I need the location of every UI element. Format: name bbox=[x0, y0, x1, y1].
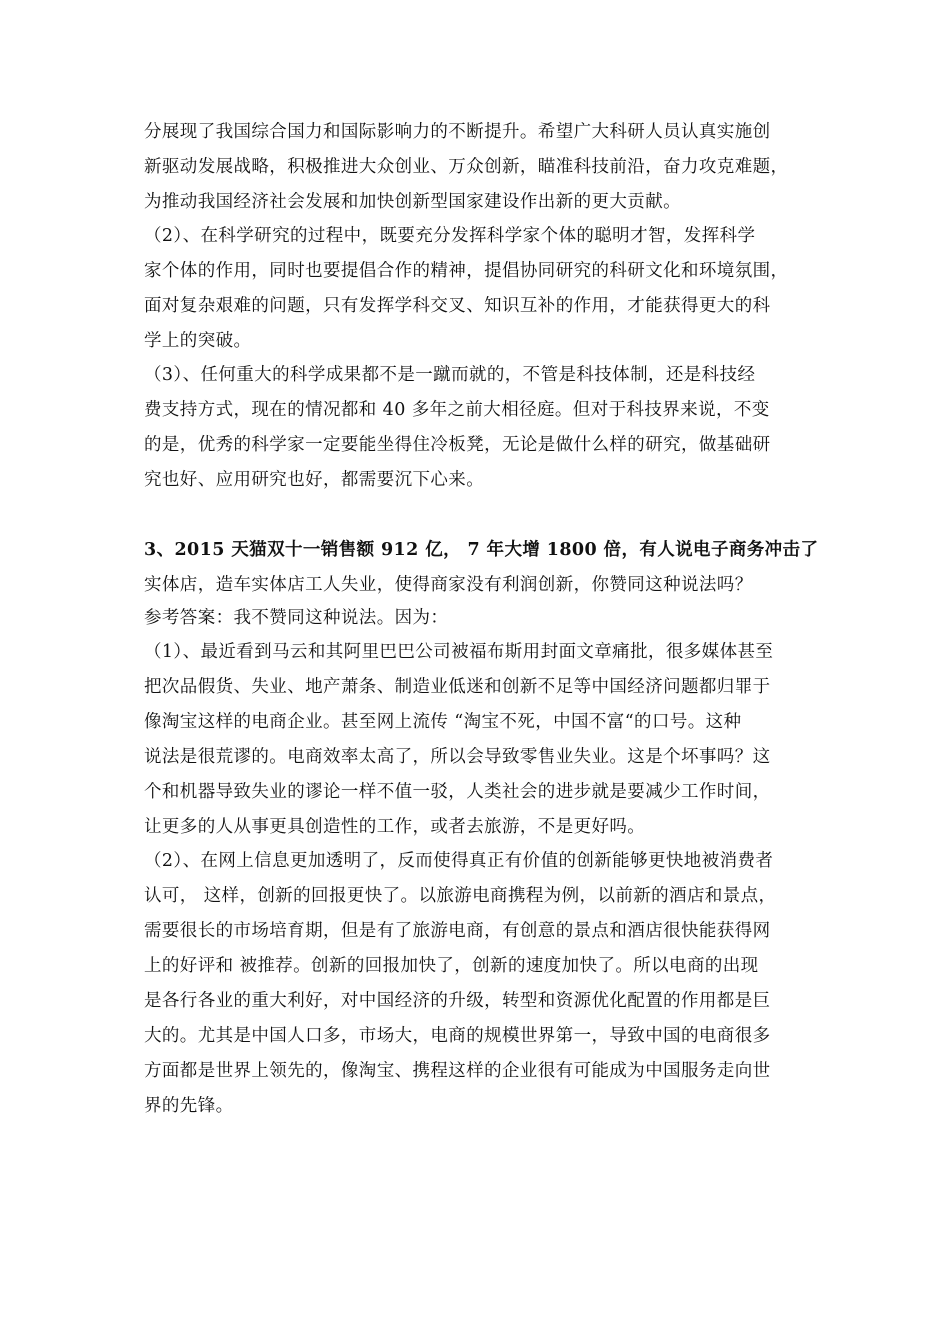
text-line: （1）、最近看到马云和其阿里巴巴公司被福布斯用封面文章痛批，很多媒体甚至 bbox=[144, 642, 774, 662]
text-line: （2）、在科学研究的过程中，既要充分发挥科学家个体的聪明才智，发挥科学 bbox=[144, 226, 756, 246]
text-line: 的是，优秀的科学家一定要能坐得住冷板凳，无论是做什么样的研究，做基础研 bbox=[144, 435, 771, 455]
text-line: 说法是很荒谬的。电商效率太高了，所以会导致零售业失业。这是个坏事吗？这 bbox=[144, 747, 771, 767]
text-line: 费支持方式，现在的情况都和 40 多年之前大相径庭。但对于科技界来说，不变 bbox=[144, 400, 770, 420]
text-line: 为推动我国经济社会发展和加快创新型国家建设作出新的更大贡献。 bbox=[144, 192, 681, 212]
text-line: 方面都是世界上领先的，像淘宝、携程这样的企业很有可能成为中国服务走向世 bbox=[144, 1061, 771, 1081]
text-line: 大的。尤其是中国人口多，市场大，电商的规模世界第一，导致中国的电商很多 bbox=[144, 1026, 771, 1046]
text-line: 界的先锋。 bbox=[144, 1096, 234, 1116]
text-line: 个和机器导致失业的谬论一样不值一驳，人类社会的进步就是要减少工作时间， bbox=[144, 782, 771, 802]
question-text: 实体店，造车实体店工人失业，使得商家没有利润创新，你赞同这种说法吗？ bbox=[144, 575, 753, 595]
text-line: 上的好评和 被推荐。创新的回报加快了，创新的速度加快了。所以电商的出现 bbox=[144, 956, 759, 976]
text-line: 分展现了我国综合国力和国际影响力的不断提升。希望广大科研人员认真实施创 bbox=[144, 122, 771, 142]
text-line: 家个体的作用，同时也要提倡合作的精神，提倡协同研究的科研文化和环境氛围， bbox=[144, 261, 789, 281]
text-line: （3）、任何重大的科学成果都不是一蹴而就的，不管是科技体制，还是科技经 bbox=[144, 365, 756, 385]
text-line: 新驱动发展战略，积极推进大众创业、万众创新，瞄准科技前沿，奋力攻克难题， bbox=[144, 157, 789, 177]
question-text: 3、2015 天猫双十一销售额 912 亿， 7 年大增 1800 倍，有人说电子商务冲击了 bbox=[144, 540, 819, 560]
text-line: 把次品假货、失业、地产萧条、制造业低迷和创新不足等中国经济问题都归罪于 bbox=[144, 677, 771, 697]
text-line: 让更多的人从事更具创造性的工作，或者去旅游，不是更好吗。 bbox=[144, 817, 646, 837]
text-line: 像淘宝这样的电商企业。甚至网上流传 “淘宝不死，中国不富“的口号。这种 bbox=[144, 712, 742, 732]
text-line: 需要很长的市场培育期，但是有了旅游电商，有创意的景点和酒店很快能获得网 bbox=[144, 921, 771, 941]
answer-intro: 参考答案：我不赞同这种说法。因为： bbox=[144, 608, 449, 628]
text-line: （2）、在网上信息更加透明了，反而使得真正有价值的创新能够更快地被消费者 bbox=[144, 851, 774, 871]
text-line: 认可， 这样，创新的回报更快了。以旅游电商携程为例，以前新的酒店和景点， bbox=[144, 886, 777, 906]
text-line: 学上的突破。 bbox=[144, 331, 252, 351]
text-line: 究也好、应用研究也好，都需要沉下心来。 bbox=[144, 470, 485, 490]
text-line: 面对复杂艰难的问题，只有发挥学科交叉、知识互补的作用，才能获得更大的科 bbox=[144, 296, 771, 316]
text-line: 是各行各业的重大利好，对中国经济的升级，转型和资源优化配置的作用都是巨 bbox=[144, 991, 771, 1011]
